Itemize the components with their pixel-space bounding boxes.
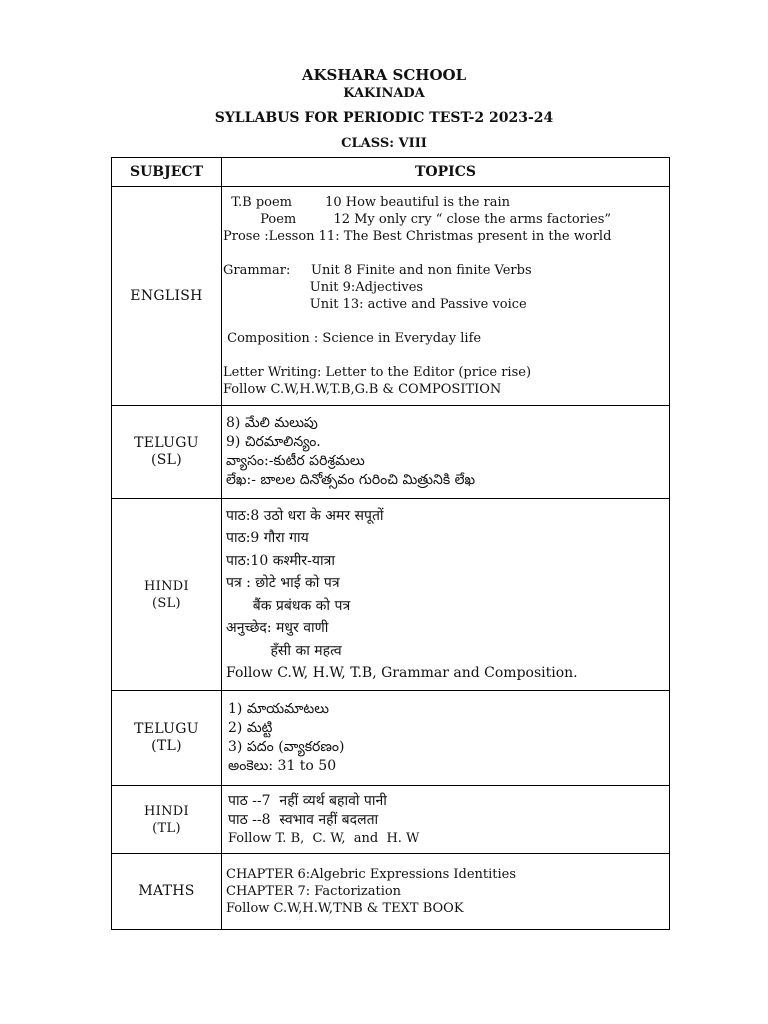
topic-line: 2) మట్టి <box>228 720 273 736</box>
subject-name: HINDI <box>144 803 189 819</box>
topic-line: हँसी का महत्व <box>226 642 342 659</box>
subject-cell <box>112 786 222 854</box>
subject-name: TELUGU <box>134 721 199 737</box>
topic-line: Unit 9:Adjectives <box>223 280 424 295</box>
topic-line: Poem 12 My only cry “ close the arms factories” <box>223 212 612 227</box>
topics-cell <box>222 187 670 406</box>
topic-line: Follow C.W,H.W,TNB & TEXT BOOK <box>226 901 464 916</box>
topic-line: Follow T. B, C. W, and H. W <box>228 831 420 846</box>
subject-name: ENGLISH <box>130 287 203 304</box>
subject-name: TELUGU <box>134 435 199 451</box>
table-row-hindi-tl <box>112 786 670 854</box>
topic-line: पाठ:9 गौरा गाय <box>226 530 309 546</box>
topic-line: Letter Writing: Letter to the Editor (price rise) <box>223 365 532 380</box>
topic-line: అంకెలు: 31 to 50 <box>228 758 337 774</box>
topic-line: Grammar: Unit 8 Finite and non finite Verbs <box>223 263 532 278</box>
topic-line: पाठ --8 स्वभाव नहीं बदलता <box>228 812 379 828</box>
topics-cell <box>222 406 670 499</box>
topic-line <box>223 245 669 262</box>
topic-line: CHAPTER 7: Factorization <box>226 884 402 899</box>
topic-line: 8) మేలి మలుపు <box>226 415 318 431</box>
topic-line <box>223 347 669 364</box>
topic-line: CHAPTER 6:Algebric Expressions Identities <box>226 867 517 882</box>
topic-line: बैंक प्रबंधक को पत्र <box>226 597 351 614</box>
topic-line: లేఖ:- బాలల దినోత్సవం గురించి మిత్రునికి లేఖ <box>226 472 476 488</box>
topic-line: 1) మాయమాటలు <box>228 701 330 717</box>
topic-line: 3) పదం (వ్యాకరణం) <box>228 739 345 755</box>
subject-cell <box>112 406 222 499</box>
subject-level: (SL) <box>150 452 182 468</box>
class-label: CLASS: VIII <box>341 136 427 151</box>
topic-line: अनुच्छेद: मधुर वाणी <box>226 620 329 636</box>
subject-cell <box>112 854 222 930</box>
topic-line: Follow C.W,H.W,T.B,G.B & COMPOSITION <box>223 382 502 397</box>
topic-line: पत्र : छोटे भाई को पत्र <box>226 575 340 591</box>
subject-name: HINDI <box>144 578 189 594</box>
subject-cell <box>112 187 222 406</box>
subject-level: (TL) <box>152 820 181 836</box>
topic-line <box>223 313 669 330</box>
table-row-telugu-tl <box>112 691 670 786</box>
topics-column-header: TOPICS <box>222 158 670 187</box>
topic-line: Follow C.W, H.W, T.B, Grammar and Composition. <box>226 665 578 681</box>
topic-line: पाठ:8 उठो धरा के अमर सपूतों <box>226 507 384 524</box>
subject-level: (TL) <box>151 738 182 754</box>
topics-cell <box>222 786 670 854</box>
topic-line: T.B poem 10 How beautiful is the rain <box>223 195 511 210</box>
topics-cell <box>222 691 670 786</box>
topics-cell <box>222 854 670 930</box>
school-name: AKSHARA SCHOOL <box>301 66 467 84</box>
subject-level: (SL) <box>152 595 181 611</box>
subject-name: MATHS <box>138 883 195 899</box>
table-header-row <box>112 158 670 187</box>
city-name: KAKINADA <box>343 86 425 101</box>
syllabus-title: SYLLABUS FOR PERIODIC TEST-2 2023-24 <box>214 110 554 126</box>
topic-line: Prose :Lesson 11: The Best Christmas present in the world <box>223 229 612 244</box>
subject-cell <box>112 691 222 786</box>
table-row-maths <box>112 854 670 930</box>
syllabus-table <box>111 157 670 930</box>
subject-cell <box>112 499 222 691</box>
topic-line: पाठ:10 कश्मीर-यात्रा <box>226 552 335 569</box>
topic-line: వ్యాసం:-కుటీర పరిశ్రమలు <box>226 453 365 469</box>
topic-line: Composition : Science in Everyday life <box>223 331 482 346</box>
table-row-english <box>112 187 670 406</box>
table-row-hindi-sl <box>112 499 670 691</box>
table-row-telugu-sl <box>112 406 670 499</box>
subject-column-header: SUBJECT <box>112 158 222 187</box>
topics-cell <box>222 499 670 691</box>
topic-line: पाठ --7 नहीं व्यर्थ बहावो पानी <box>228 793 387 809</box>
topic-line: 9) చిరమాలిన్యం. <box>226 434 321 450</box>
topic-line: Unit 13: active and Passive voice <box>223 297 527 312</box>
